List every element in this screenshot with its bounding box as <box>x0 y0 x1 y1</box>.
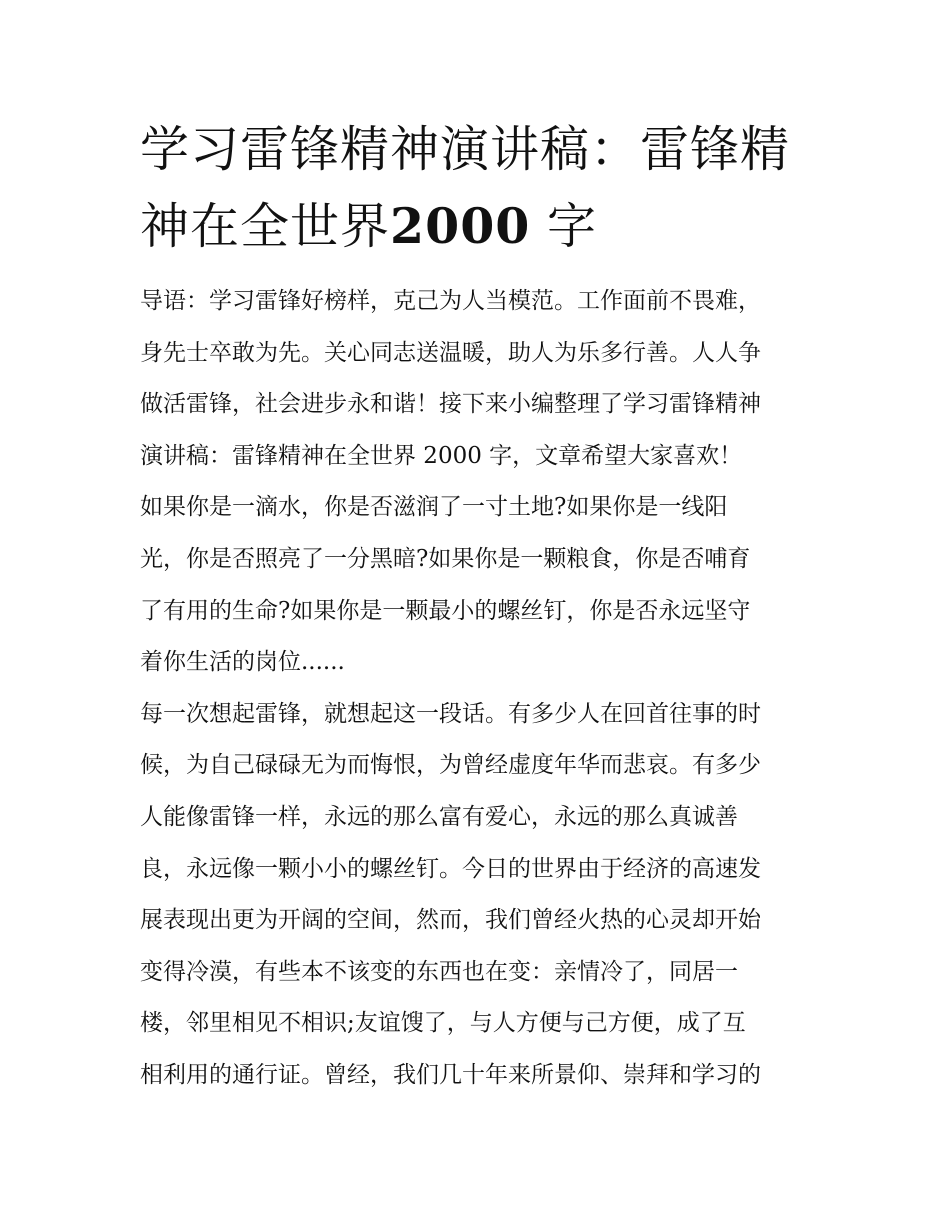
paragraph-line: 演讲稿：雷锋精神在全世界 2000 字，文章希望大家喜欢！ <box>140 442 743 469</box>
title-line-2 <box>140 188 820 265</box>
document-title <box>140 112 820 265</box>
document-body <box>140 276 820 1102</box>
paragraph-line: 候，为自己碌碌无为而悔恨，为曾经虚度年华而悲哀。有多少 <box>140 752 761 779</box>
title-number: 2000 <box>390 197 531 255</box>
paragraph-line: 相利用的通行证。曾经，我们几十年来所景仰、崇拜和学习的 <box>140 1061 761 1088</box>
paragraph-intro <box>140 276 820 482</box>
paragraph-remembering-leifeng <box>140 689 820 1102</box>
title-line-1: 学习雷锋精神演讲稿：雷锋精 <box>140 121 791 178</box>
paragraph-line: 做活雷锋，社会进步永和谐！接下来小编整理了学习雷锋精神 <box>140 391 761 418</box>
title-line-2-prefix: 神在全世界 <box>140 198 391 255</box>
paragraph-line: 着你生活的岗位...... <box>140 649 345 676</box>
paragraph-water-drop <box>140 482 820 688</box>
paragraph-line: 展表现出更为开阔的空间，然而，我们曾经火热的心灵却开始 <box>140 907 761 934</box>
title-line-2-suffix: 字 <box>530 198 597 255</box>
paragraph-line: 楼，邻里相见不相识;友谊馊了，与人方便与己方便，成了互 <box>140 1010 746 1037</box>
paragraph-line: 人能像雷锋一样，永远的那么富有爱心，永远的那么真诚善 <box>140 803 738 830</box>
paragraph-line: 光，你是否照亮了一分黑暗?如果你是一颗粮食，你是否哺育 <box>140 545 751 572</box>
paragraph-line: 身先士卒敢为先。关心同志送温暖，助人为乐多行善。人人争 <box>140 339 761 366</box>
paragraph-line: 了有用的生命?如果你是一颗最小的螺丝钉，你是否永远坚守 <box>140 597 751 624</box>
paragraph-line: 良，永远像一颗小小的螺丝钉。今日的世界由于经济的高速发 <box>140 855 761 882</box>
paragraph-line: 每一次想起雷锋，就想起这一段话。有多少人在回首往事的时 <box>140 700 761 727</box>
paragraph-line: 变得冷漠，有些本不该变的东西也在变：亲情冷了，同居一 <box>140 958 738 985</box>
paragraph-line: 如果你是一滴水，你是否滋润了一寸土地?如果你是一线阳 <box>140 494 728 521</box>
paragraph-line: 导语：学习雷锋好榜样，克己为人当模范。工作面前不畏难， <box>140 288 761 314</box>
